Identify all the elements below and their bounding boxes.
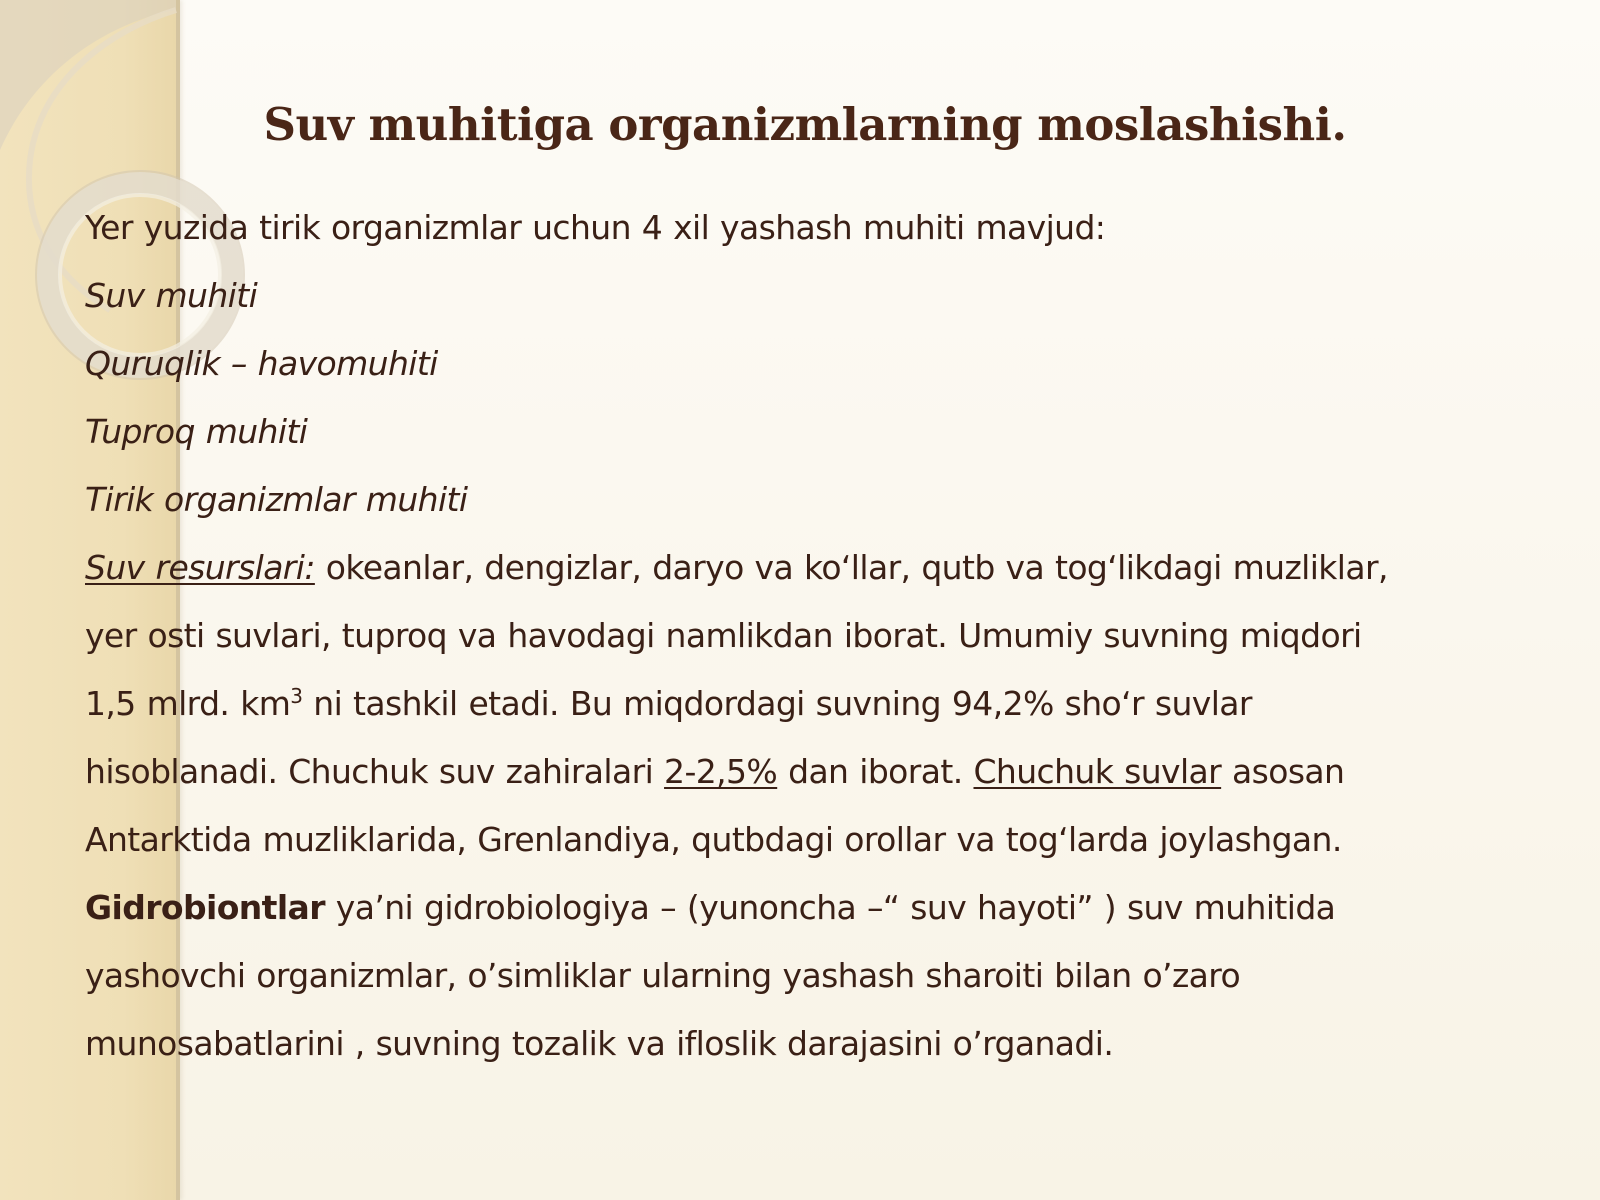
resources-line-4 — [85, 738, 1505, 806]
resources-label: Suv resurslari: — [85, 548, 315, 587]
resources-line-2: yer osti suvlari, tuproq va havodagi namlikdan iborat. Umumiy suvning miqdori — [85, 616, 1362, 655]
resources-line-1 — [85, 534, 1505, 602]
resources-line-5: Antarktida muzliklarida, Grenlandiya, qutbdagi orollar va tog‘larda joylashgan. — [85, 820, 1342, 859]
environment-item: Tuproq muhiti — [85, 412, 308, 451]
resources-text: okeanlar, dengizlar, daryo va ko‘llar, qutb va tog‘likdagi muzliklar, — [314, 548, 1388, 587]
salt-water-text: ni tashkil etadi. Bu miqdordagi suvning 94,2% sho‘r suvlar — [302, 684, 1252, 723]
volume-text: 1,5 mlrd. km — [85, 684, 291, 723]
environment-item: Suv muhiti — [85, 276, 258, 315]
resources-line-3 — [85, 670, 1505, 738]
hydro-line-1 — [85, 874, 1505, 942]
cubic-superscript: 3 — [290, 684, 303, 708]
fresh-water-text: hisoblanadi. Chuchuk suv zahiralari — [85, 752, 665, 791]
slide-title: Suv muhitiga organizmlarning moslashishi. — [263, 98, 1347, 151]
environment-item: Quruqlik – havomuhiti — [85, 344, 438, 383]
fresh-water-percent: 2-2,5% — [664, 752, 778, 791]
hydro-definition: ya’ni gidrobiologiya – (yunoncha –“ suv hayoti” ) suv muhitida — [324, 888, 1336, 927]
hydro-line-3: munosabatlarini , suvning tozalik va ifloslik darajasini o’rganadi. — [85, 1024, 1114, 1063]
slide-body — [85, 194, 1505, 1078]
fresh-water-text-2: dan iborat. — [777, 752, 974, 791]
hydrobionts-term: Gidrobiontlar — [85, 888, 325, 927]
fresh-water-text-3: asosan — [1221, 752, 1345, 791]
hydro-line-2: yashovchi organizmlar, o’simliklar ularning yashash sharoiti bilan o’zaro — [85, 956, 1241, 995]
fresh-water-term: Chuchuk suvlar — [973, 752, 1222, 791]
intro-line: Yer yuzida tirik organizmlar uchun 4 xil yashash muhiti mavjud: — [85, 208, 1106, 247]
environment-item: Tirik organizmlar muhiti — [85, 480, 468, 519]
